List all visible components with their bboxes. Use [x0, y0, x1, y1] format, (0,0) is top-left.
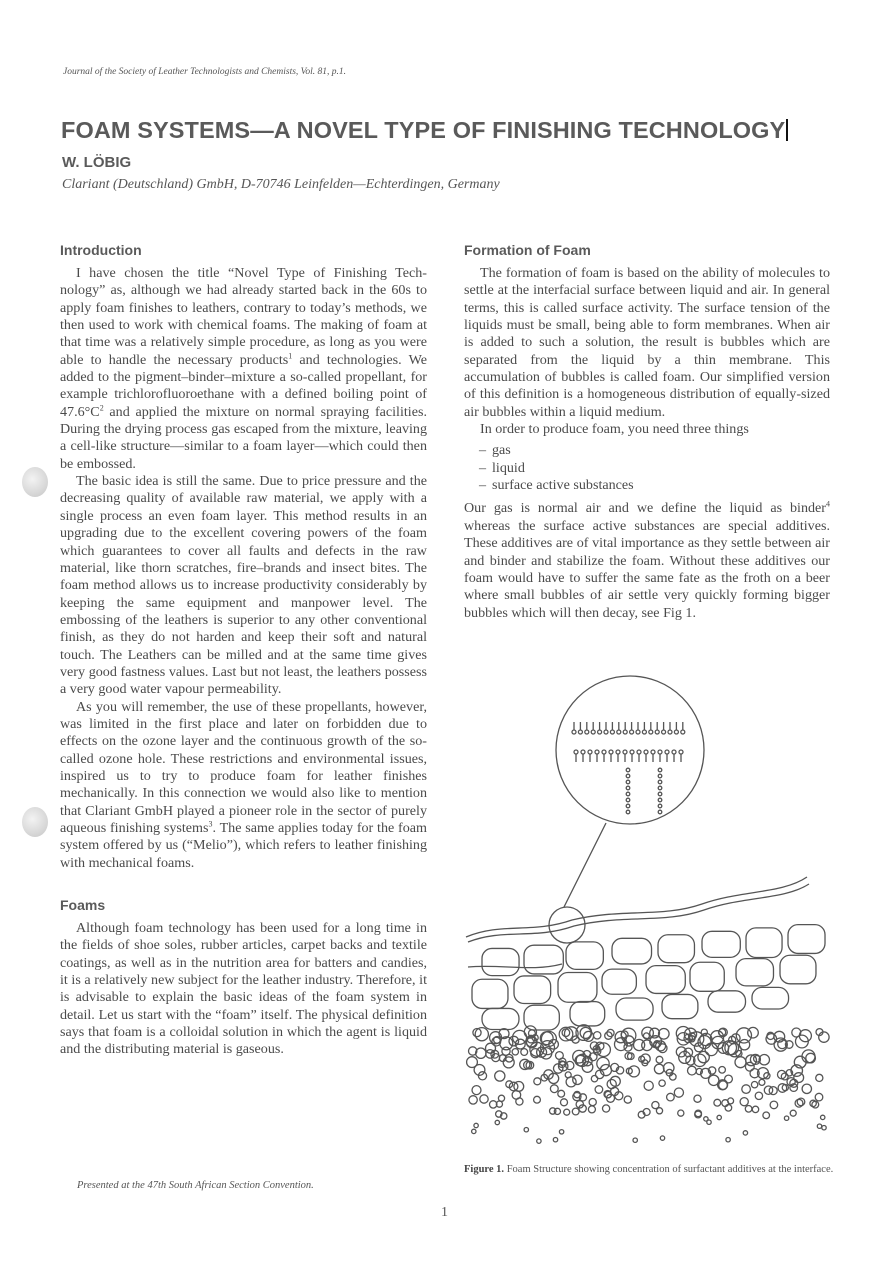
- foam-bubble: [817, 1124, 821, 1128]
- foam-bubble: [667, 1093, 675, 1101]
- journal-citation: Journal of the Society of Leather Technologists and Chemists, Vol. 81, p.1.: [63, 67, 347, 77]
- foam-bubble: [784, 1116, 788, 1120]
- surfactant-head: [626, 792, 630, 796]
- surfactant-head: [585, 730, 589, 734]
- foam-bubble: [764, 1086, 772, 1094]
- surfactant-head: [644, 750, 648, 754]
- foam-bubble: [512, 1049, 518, 1055]
- foam-cell: [736, 959, 773, 986]
- foam-bubble: [821, 1115, 825, 1119]
- surfactant-head: [623, 730, 627, 734]
- foam-cell: [780, 955, 816, 984]
- foam-bubble: [624, 1096, 631, 1103]
- foam-cell: [482, 1008, 519, 1029]
- foam-cells: [472, 925, 825, 1030]
- paragraph: In order to produce foam, you need three things: [480, 421, 749, 438]
- surfactant-head: [598, 730, 602, 734]
- foam-bubble: [495, 1071, 505, 1081]
- foam-bubble: [742, 1085, 751, 1094]
- surfactant-head: [626, 786, 630, 790]
- surfactant-head: [658, 774, 662, 778]
- surfactant-head: [626, 768, 630, 772]
- foam-bubble: [572, 1108, 579, 1115]
- surfactant-head: [674, 730, 678, 734]
- surfactant-head: [578, 730, 582, 734]
- surfactant-head: [658, 804, 662, 808]
- surfactant-head: [595, 750, 599, 754]
- paragraph: [60, 699, 427, 872]
- foam-bubble: [822, 1126, 826, 1130]
- foam-bubble: [759, 1079, 765, 1085]
- foam-cell: [558, 973, 597, 1003]
- surfactant-head: [658, 780, 662, 784]
- foam-bubble: [819, 1032, 829, 1042]
- foam-cell: [662, 994, 698, 1018]
- foam-bubble: [656, 1056, 663, 1063]
- foam-bubble: [597, 1057, 609, 1069]
- list-item-text: gas: [492, 442, 511, 459]
- foam-cell: [514, 976, 551, 1004]
- surfactant-head: [679, 750, 683, 754]
- foam-bubble: [745, 1106, 752, 1113]
- list-dash: –: [479, 442, 487, 459]
- foam-bubble: [472, 1086, 481, 1095]
- foam-bubble: [790, 1110, 796, 1116]
- foam-bubble: [717, 1115, 721, 1119]
- foam-bubble: [537, 1139, 541, 1143]
- figure-caption-label: Figure 1.: [464, 1164, 505, 1175]
- foam-cell: [788, 925, 825, 954]
- page-number: 1: [441, 1205, 448, 1220]
- footnote-ref: 2: [99, 403, 104, 413]
- foam-bubble: [705, 1043, 717, 1055]
- binder-hole-mark: [22, 807, 48, 837]
- text-run: Our gas is normal air and we define the liquid as binder: [464, 500, 826, 517]
- foam-bubble: [688, 1066, 697, 1075]
- foam-bubble: [480, 1095, 488, 1103]
- surfactant-head: [602, 750, 606, 754]
- foam-bubble: [694, 1095, 701, 1102]
- foam-bubble: [472, 1129, 476, 1133]
- foam-bubble: [794, 1073, 804, 1083]
- foam-bubble: [748, 1027, 759, 1038]
- foam-bubble: [641, 1054, 650, 1063]
- foam-bubble: [550, 1085, 558, 1093]
- foam-bubble: [573, 1075, 582, 1084]
- paragraph: The basic idea is still the same. Due to price pressure and the decreasing quality of available raw material, we apply with a single process an even foam layer. This method results in an upgrading due to the excellent covering powers of the foam which guarantees to cover all faults and defects in the raw material, like thorn scratches, fire–brands and insect bites. The foam method allows us to increase productivity considerably by keeping the same equipment and manpower level. The embossing of the leathers is superior to any other conventional finish, as they do not harden and keep their soft and natural touch. The Leathers can be milled and at the same time gives very good fastness values. Last but not least, the leathers possess a very good water vapour permeability.: [60, 473, 427, 698]
- surfactant-head: [617, 730, 621, 734]
- list-item-text: liquid: [492, 459, 525, 476]
- foam-bubble: [652, 1102, 659, 1109]
- foam-bubble: [513, 1030, 527, 1044]
- right-column: [464, 241, 830, 622]
- paragraph: [464, 500, 830, 621]
- foam-bubble: [676, 1027, 690, 1041]
- list-item: [479, 442, 830, 459]
- left-column: [60, 241, 427, 1059]
- surfactant-head: [658, 810, 662, 814]
- surfactant-head: [626, 804, 630, 808]
- foam-bubble: [524, 1128, 528, 1132]
- foam-bubble: [558, 1090, 565, 1097]
- surfactant-head: [662, 730, 666, 734]
- surfactant-head: [655, 730, 659, 734]
- section-spacer: [60, 872, 427, 896]
- surfactant-head: [668, 730, 672, 734]
- foam-bubble: [755, 1092, 762, 1099]
- surfactant-head: [642, 730, 646, 734]
- figure-caption: [464, 1164, 844, 1176]
- foam-bubble: [553, 1138, 557, 1142]
- surfactant-head: [658, 768, 662, 772]
- surfactant-head: [649, 730, 653, 734]
- foam-cell: [646, 966, 685, 994]
- foam-bubble: [467, 1057, 478, 1068]
- foam-cell: [616, 998, 653, 1020]
- surfactant-head: [630, 730, 634, 734]
- list-item-text: surface active substances: [492, 477, 634, 494]
- foam-structure-illustration: [462, 672, 847, 1152]
- list-item: [479, 460, 830, 477]
- foam-bubble: [739, 1040, 749, 1050]
- foam-bubble: [476, 1048, 486, 1058]
- foam-cell: [524, 945, 563, 974]
- foam-bubble: [498, 1095, 504, 1101]
- foam-bubble: [751, 1082, 757, 1088]
- surfactant-head: [626, 810, 630, 814]
- foam-cell: [602, 969, 636, 994]
- surfactant-head: [665, 750, 669, 754]
- text-run: and applied the mixture on normal spraying facilities. During the drying process gas escaped from the mixture, leaving a cell-like structure—similar to a foam layer—which could then be embossed.: [60, 403, 427, 472]
- surfactant-head: [681, 730, 685, 734]
- foam-cell: [472, 979, 508, 1008]
- figure-foam-structure: [462, 672, 847, 1152]
- foam-bubble: [815, 1093, 823, 1101]
- foam-bubble: [469, 1096, 477, 1104]
- foam-cell: [658, 935, 694, 963]
- foam-bubble: [795, 1099, 803, 1107]
- surfactant-molecules: [572, 722, 685, 814]
- foam-bubble: [740, 1098, 748, 1106]
- text-run: and technologies. We added to the pigment–binder–mixture a so-called propellant, for example trichlorofluoroethane with a defined boiling point of 47.6°C: [60, 351, 427, 420]
- text-run: As you will remember, the use of these propellants, however, was limited in the first place and later on forbidden due to effects on the ozone layer and the continuous growth of the so-called ozone hole. These restrictions and environmental issues, inspired us to try to produce foam for leather finishes mechanically. In this connection we would also like to mention that Clariant GmbH played a pioneer role in the sector of purely aqueous finishing systems: [60, 698, 427, 836]
- paragraph: [60, 265, 427, 473]
- foam-bubble: [752, 1106, 758, 1112]
- foam-bubble: [722, 1100, 729, 1107]
- section-heading-introduction: Introduction: [60, 242, 142, 258]
- foam-bubbles: [467, 1025, 829, 1144]
- foam-cell: [746, 928, 782, 958]
- foam-bubble: [763, 1112, 770, 1119]
- requirements-list: [464, 442, 830, 494]
- surfactant-head: [616, 750, 620, 754]
- paragraph: Although foam technology has been used for a long time in the fields of shoe soles, rubber articles, carpet backs and textile coatings, as well as in the nutrition area for batters and candies, it is a relatively new subject for the leather industry. Therefore, it is advisable to explain the basic ideas of the foam system in detail. Let us start with the “foam” itself. The physical definition says that foam is a colloidal solution in which the agent is liquid and the distributing material is gaseous.: [60, 920, 427, 1058]
- surfactant-head: [658, 786, 662, 790]
- footnote-ref: 3: [208, 819, 213, 829]
- surfactant-head: [623, 750, 627, 754]
- surfactant-head: [572, 730, 576, 734]
- foam-bubble: [603, 1105, 610, 1112]
- foam-bubble: [735, 1057, 746, 1068]
- foam-bubble: [591, 1076, 597, 1082]
- foam-cell: [566, 942, 603, 969]
- foam-bubble: [810, 1100, 816, 1106]
- author-name: W. LÖBIG: [62, 154, 132, 171]
- surfactant-head: [651, 750, 655, 754]
- foam-bubble: [644, 1081, 653, 1090]
- figure-caption-text: Foam Structure showing concentration of surfactant additives at the interface.: [504, 1164, 834, 1175]
- binder-hole-mark: [22, 467, 48, 497]
- foam-bubble: [561, 1099, 568, 1106]
- list-dash: –: [479, 459, 487, 476]
- foam-bubble: [564, 1109, 570, 1115]
- foam-bubble: [816, 1074, 823, 1081]
- surfactant-head: [626, 774, 630, 778]
- foam-bubble: [589, 1099, 596, 1106]
- foam-bubble: [595, 1086, 603, 1094]
- surfactant-head: [637, 750, 641, 754]
- foam-cell: [708, 991, 746, 1012]
- surfactant-head: [626, 780, 630, 784]
- surfactant-head: [588, 750, 592, 754]
- foam-bubble: [659, 1080, 665, 1086]
- footnote-ref: 1: [288, 351, 293, 361]
- foam-bubble: [802, 1050, 815, 1063]
- foam-bubble: [726, 1138, 730, 1142]
- foam-bubble: [566, 1061, 574, 1069]
- author-affiliation: Clariant (Deutschland) GmbH, D-70746 Leinfelden—Echterdingen, Germany: [62, 177, 500, 192]
- article-title-text: FOAM SYSTEMS—A NOVEL TYPE OF FINISHING TECHNOLOGY: [61, 117, 786, 143]
- list-item: [479, 477, 830, 494]
- foam-bubble: [521, 1049, 528, 1056]
- foam-cell: [570, 1002, 605, 1026]
- presentation-note: Presented at the 47th South African Section Convention.: [77, 1180, 314, 1191]
- foam-cell: [752, 987, 789, 1009]
- surfactant-head: [672, 750, 676, 754]
- surfactant-head: [626, 798, 630, 802]
- article-title: [61, 117, 788, 144]
- foam-bubble: [495, 1120, 499, 1124]
- surfactant-head: [609, 750, 613, 754]
- foam-cell: [482, 948, 519, 975]
- footnote-ref: 4: [826, 499, 830, 509]
- foam-bubble: [714, 1099, 721, 1106]
- foam-bubble: [674, 1088, 683, 1097]
- foam-bubble: [565, 1072, 571, 1078]
- foam-bubble: [534, 1096, 541, 1103]
- magnifier-pointer-line: [564, 823, 606, 907]
- surfactant-head: [630, 750, 634, 754]
- surfactant-head: [574, 750, 578, 754]
- foam-bubble: [770, 1101, 778, 1109]
- surfactant-head: [636, 730, 640, 734]
- foam-bubble: [654, 1064, 664, 1074]
- foam-bubble: [502, 1047, 510, 1055]
- surfactant-head: [658, 750, 662, 754]
- foam-bubble: [594, 1032, 601, 1039]
- foam-bubble: [660, 1136, 664, 1140]
- foam-bubble: [802, 1084, 811, 1093]
- text-run: whereas the surface active substances are special additives. These additives are of vital importance as they settle between air and binder and stabilize the foam. Without these additives our foam would have to suffer the same fate as the froth on a beer where small bubbles of air settle very quickly forming bigger bubbles which will then decay, see Fig 1.: [464, 517, 830, 621]
- surfactant-head: [591, 730, 595, 734]
- text-run: . The same applies today for the foam system offered by us (“Melio”), which refers to leather finishing with mechanical foams.: [60, 820, 427, 871]
- foam-bubble: [516, 1098, 523, 1105]
- foam-bubble: [474, 1123, 478, 1127]
- foam-bubble: [719, 1067, 726, 1074]
- paragraph: The formation of foam is based on the ability of molecules to settle at the interfacial surface between liquid and air. In general terms, this is called surface activity. The surface tension of the liquids must be small, being able to form membranes. When air is added to such a solution, the result is bubbles which are separated from the liquid by a thin membrane. This accumulation of bubbles is called foam. Our simplified version of this definition is a homogeneous distribution of equally-sized air bubbles within a liquid medium.: [464, 265, 830, 420]
- list-dash: –: [479, 477, 487, 494]
- foam-cell: [612, 938, 652, 964]
- foam-bubble: [698, 1051, 709, 1062]
- foam-bubble: [707, 1120, 711, 1124]
- foam-bubble: [663, 1063, 674, 1074]
- foam-bubble: [633, 1138, 637, 1142]
- foam-bubble: [475, 1028, 488, 1041]
- foam-bubble: [678, 1110, 684, 1116]
- surfactant-head: [658, 792, 662, 796]
- surfactant-head: [610, 730, 614, 734]
- section-heading-formation-of-foam: Formation of Foam: [464, 242, 591, 258]
- text-run: I have chosen the title “Novel Type of Finishing Tech-nology” as, although we had already started back in the 60s to apply foam finishes to leathers, contrary to today’s methods, we then used to work with chemical foams. The making of foam at that time was a relatively simple procedure, as long as you were able to handle the necessary products: [60, 265, 427, 368]
- foam-bubble: [806, 1053, 816, 1063]
- foam-bubble: [588, 1106, 595, 1113]
- foam-bubble: [559, 1130, 563, 1134]
- foam-bubble: [534, 1078, 541, 1085]
- surfactant-head: [581, 750, 585, 754]
- foam-cell: [690, 962, 724, 991]
- foam-bubble: [743, 1131, 747, 1135]
- foam-cell: [702, 931, 740, 957]
- surfactant-head: [604, 730, 608, 734]
- section-heading-foams: Foams: [60, 897, 106, 914]
- text-cursor: [786, 119, 788, 141]
- foam-bubble: [584, 1031, 594, 1041]
- foam-bubble: [556, 1052, 564, 1060]
- surfactant-head: [658, 798, 662, 802]
